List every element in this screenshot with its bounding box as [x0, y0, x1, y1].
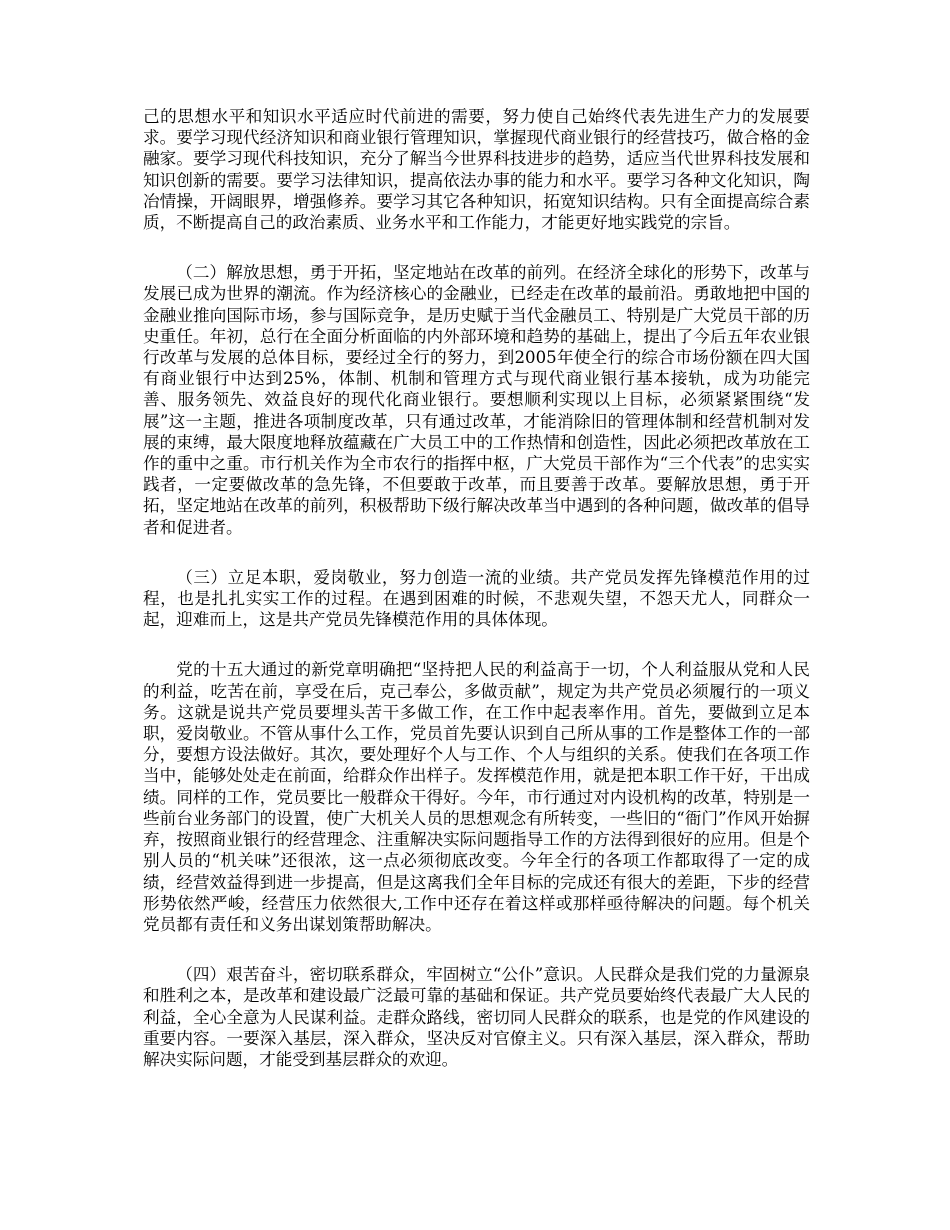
document-body: [143, 106, 810, 1070]
paragraph-party-constitution: 党的十五大通过的新党章明确把“坚持把人民的利益高于一切，个人利益服从党和人民的利益，吃苦在前，享受在后，克己奉公，多做贡献”，规定为共产党员必须履行的一项义务。这就是说共产党员要埋头苦干多做工作，在工作中起表率作用。首先，要做到立足本职，爱岗敬业。不管从事什么工作，党员首先要认识到自己所从事的工作是整体工作的一部分，要想方设法做好。其次，要处理好个人与工作、个人与组织的关系。使我们在各项工作当中，能够处处走在前面，给群众作出样子。发挥模范作用，就是把本职工作干好，干出成绩。同样的工作，党员要比一般群众干得好。今年，市行通过对内设机构的改革，特别是一些前台业务部门的设置，使广大机关人员的思想观念有所转变，一些旧的“衙门”作风开始摒弃，按照商业银行的经营理念、注重解决实际问题指导工作的方法得到很好的应用。但是个别人员的“机关味”还很浓，这一点必须彻底改变。今年全行的各项工作都取得了一定的成绩，经营效益得到进一步提高，但是这离我们全年目标的完成还有很大的差距，下步的经营形势依然严峻，经营压力依然很大,工作中还存在着这样或那样亟待解决的问题。每个机关党员都有责任和义务出谋划策帮助解决。: [143, 660, 810, 934]
paragraph-section-2: （二）解放思想，勇于开拓，坚定地站在改革的前列。在经济全球化的形势下，改革与发展已成为世界的潮流。作为经济核心的金融业，已经走在改革的最前沿。勇敢地把中国的金融业推向国际市场，参与国际竞争，是历史赋于当代金融员工、特别是广大党员干部的历史重任。年初，总行在全面分析面临的内外部环境和趋势的基础上，提出了今后五年农业银行改革与发展的总体目标，要经过全行的努力，到2005年使全行的综合市场份额在四大国有商业银行中达到25%，体制、机制和管理方式与现代商业银行基本接轨，成为功能完善、服务领先、效益良好的现代化商业银行。要想顺利实现以上目标，必须紧紧围绕“发展”这一主题，推进各项制度改革，只有通过改革，才能消除旧的管理体制和经营机制对发展的束缚，最大限度地释放蕴藏在广大员工中的工作热情和创造性，因此必须把改革放在工作的重中之重。市行机关作为全市农行的指挥中枢，广大党员干部作为“三个代表”的忠实实践者，一定要做改革的急先锋，不但要敢于改革，而且要善于改革。要解放思想，勇于开拓，坚定地站在改革的前列，积极帮助下级行解决改革当中遇到的各种问题，做改革的倡导者和促进者。: [143, 263, 810, 537]
paragraph-continuation: 己的思想水平和知识水平适应时代前进的需要，努力使自己始终代表先进生产力的发展要求。要学习现代经济知识和商业银行管理知识，掌握现代商业银行的经营技巧，做合格的金融家。要学习现代科技知识，充分了解当今世界科技进步的趋势，适应当代世界科技发展和知识创新的需要。要学习法律知识，提高依法办事的能力和水平。要学习各种文化知识，陶冶情操，开阔眼界，增强修养。要学习其它各种知识，拓宽知识结构。只有全面提高综合素质，不断提高自己的政治素质、业务水平和工作能力，才能更好地实践党的宗旨。: [143, 107, 810, 233]
paragraph-section-3: （三）立足本职，爱岗敬业，努力创造一流的业绩。共产党员发挥先锋模范作用的过程，也是扎扎实实工作的过程。在遇到困难的时候，不悲观失望，不怨天尤人，同群众一起，迎难而上，这是共产党员先锋模范作用的具体体现。: [143, 567, 810, 630]
paragraph-section-4: （四）艰苦奋斗，密切联系群众，牢固树立“公仆”意识。人民群众是我们党的力量源泉和胜利之本，是改革和建设最广泛最可靠的基础和保证。共产党员要始终代表最广大人民的利益，全心全意为人民谋利益。走群众路线，密切同人民群众的联系，也是党的作风建设的重要内容。一要深入基层，深入群众，坚决反对官僚主义。只有深入基层，深入群众，帮助解决实际问题，才能受到基层群众的欢迎。: [143, 965, 810, 1069]
